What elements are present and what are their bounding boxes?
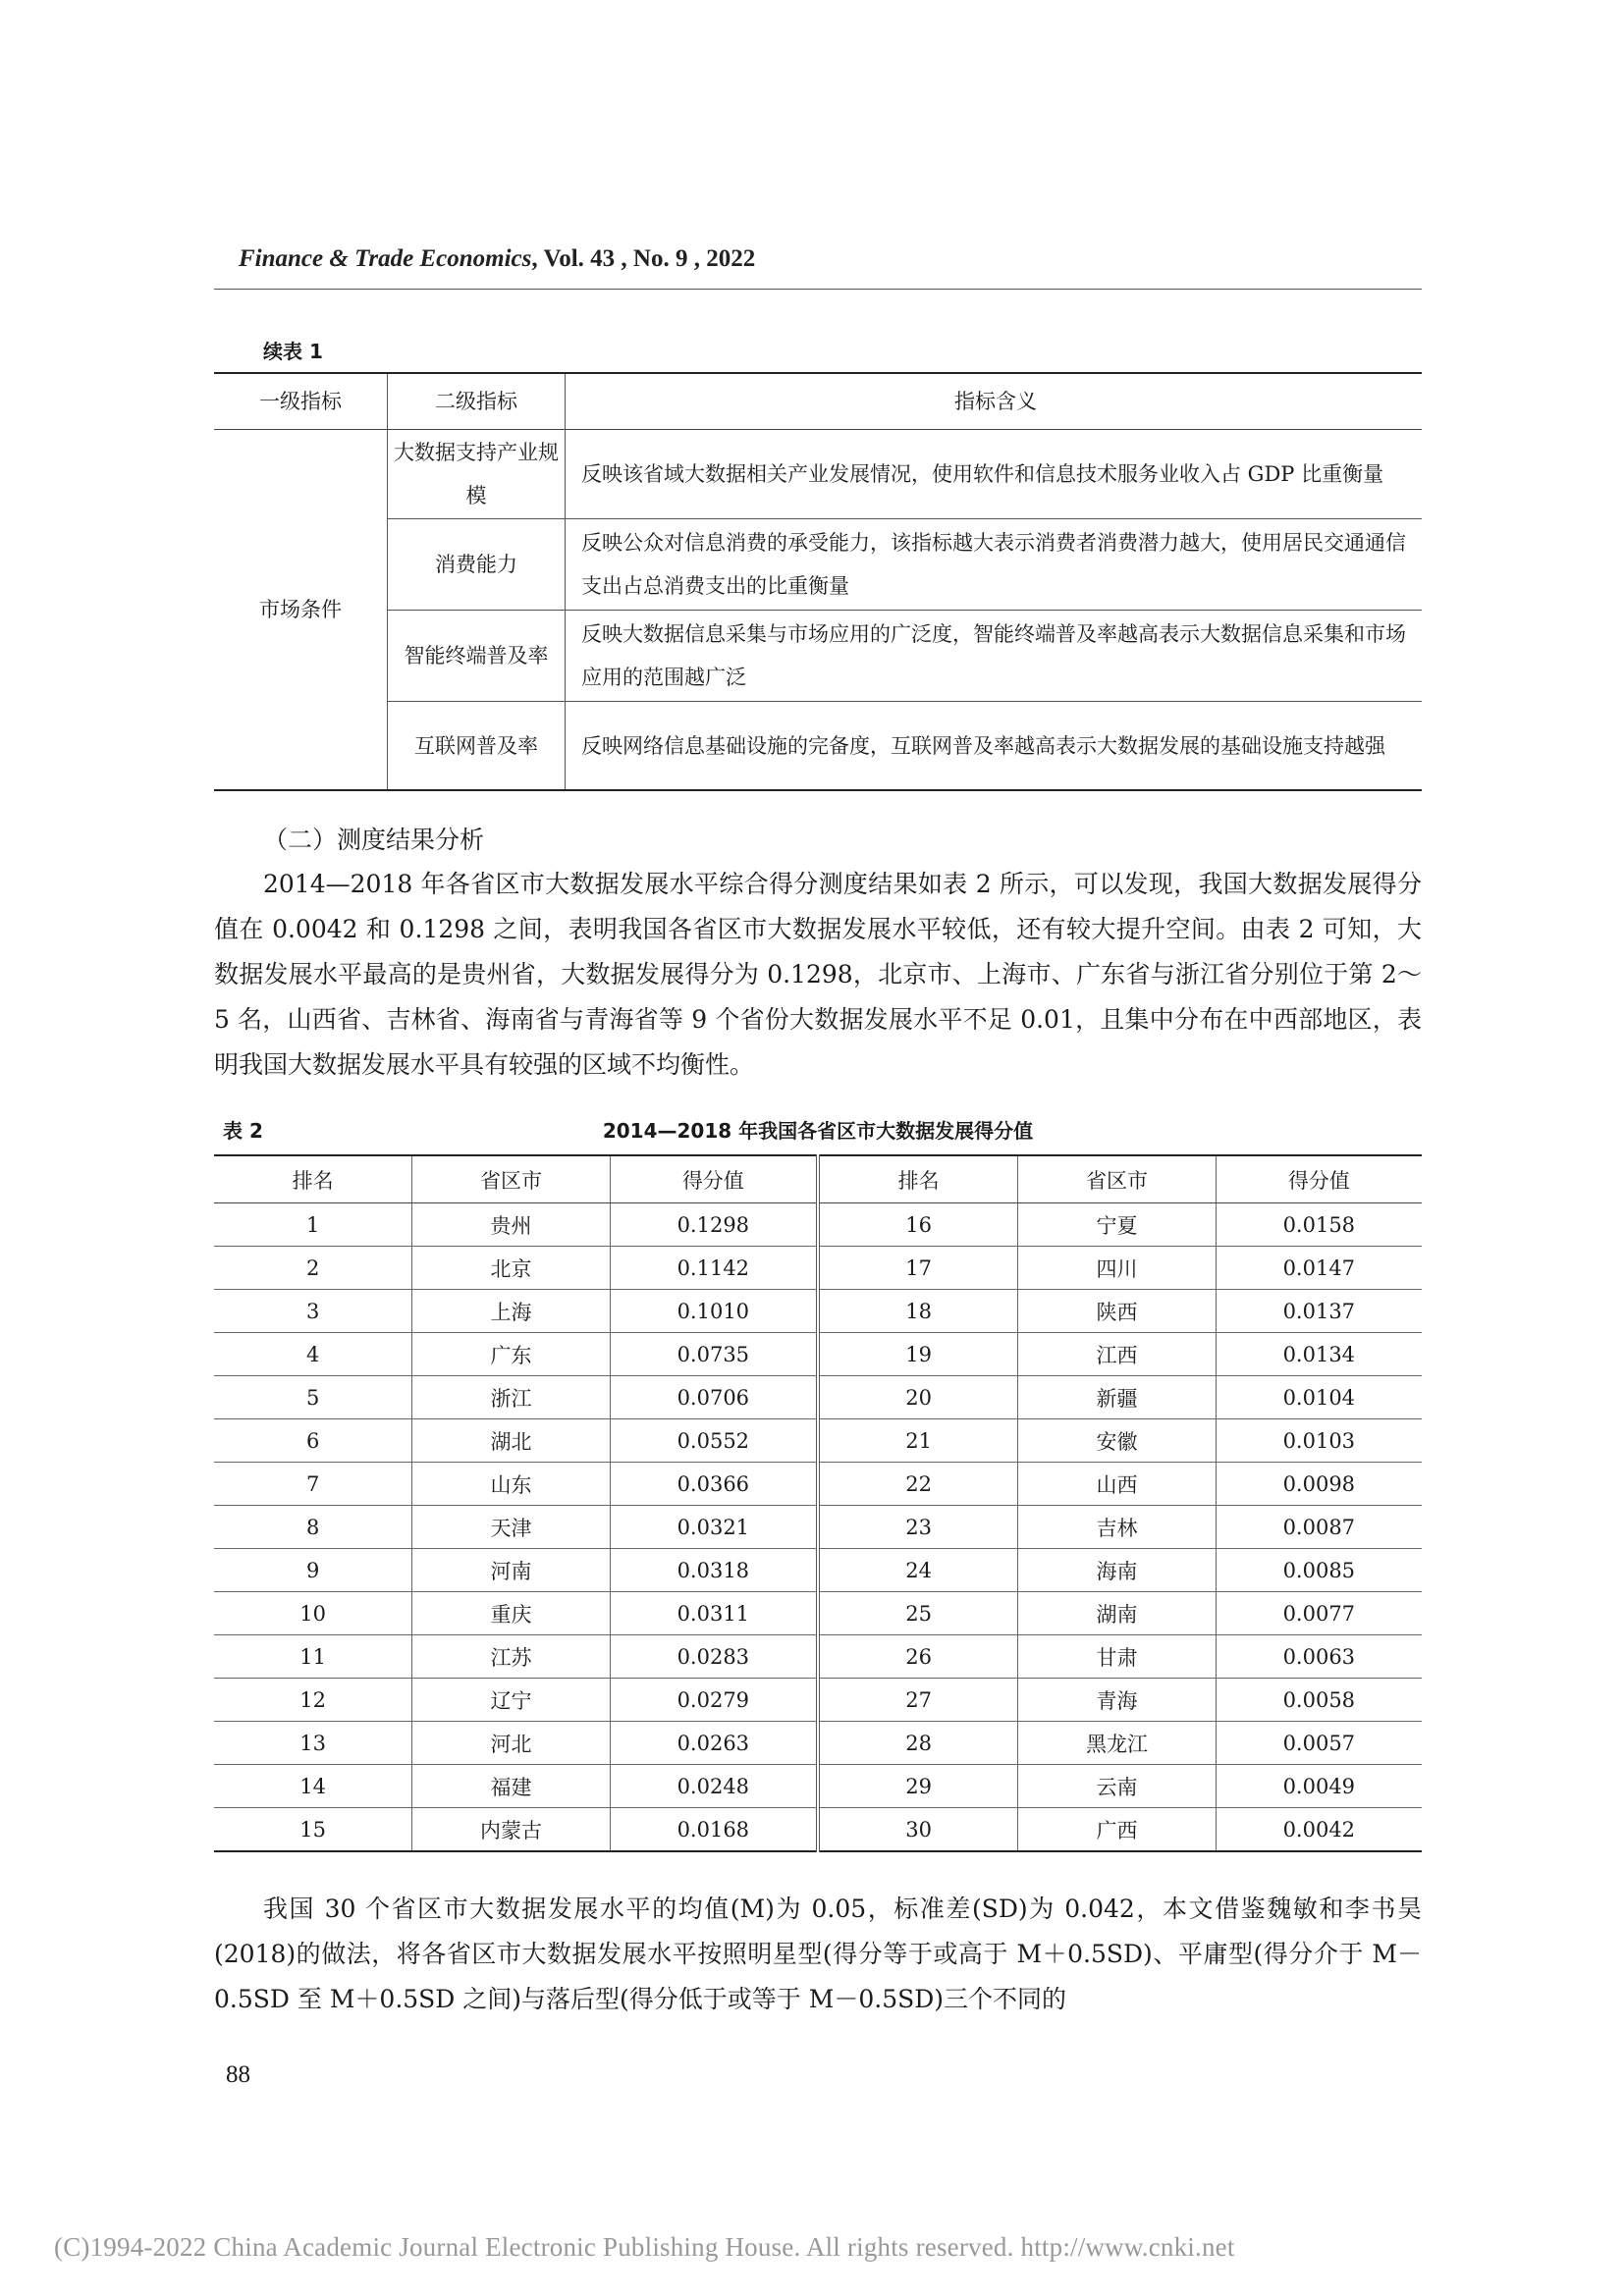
table-row [214, 1635, 1422, 1679]
table2-label: 表 2 [223, 1119, 263, 1143]
table-row [214, 1247, 1422, 1290]
table2-score: 0.0085 [1216, 1549, 1422, 1592]
table2-score: 0.0311 [610, 1592, 818, 1635]
table2-rank: 4 [214, 1333, 412, 1376]
table2-header-rank: 排名 [818, 1155, 1018, 1203]
table2-rank: 28 [818, 1722, 1018, 1765]
table2-header-row [214, 1155, 1422, 1203]
table-row [214, 1722, 1422, 1765]
table1-meaning: 反映该省域大数据相关产业发展情况，使用软件和信息技术服务业收入占 GDP 比重衡量 [566, 430, 1423, 519]
table2-rank: 12 [214, 1679, 412, 1722]
table-row [214, 1376, 1422, 1419]
table2-rank: 26 [818, 1635, 1018, 1679]
table2-province: 福建 [412, 1765, 610, 1808]
table2-score: 0.0057 [1216, 1722, 1422, 1765]
table2-rank: 21 [818, 1419, 1018, 1463]
table2-score: 0.0087 [1216, 1506, 1422, 1549]
table1-sub-indicator: 消费能力 [388, 519, 566, 611]
table2-rank: 29 [818, 1765, 1018, 1808]
score-table [214, 1154, 1422, 1852]
table2-province: 辽宁 [412, 1679, 610, 1722]
table2-province: 湖北 [412, 1419, 610, 1463]
table2-province: 甘肃 [1018, 1635, 1216, 1679]
table-row [214, 1203, 1422, 1247]
table2-province: 贵州 [412, 1203, 610, 1247]
table2-header-score: 得分值 [1216, 1155, 1422, 1203]
table-row [214, 1592, 1422, 1635]
table2-rank: 30 [818, 1808, 1018, 1852]
table2-score: 0.0706 [610, 1376, 818, 1419]
table2-province: 山西 [1018, 1463, 1216, 1506]
table2-score: 0.1010 [610, 1290, 818, 1333]
table1-header-level2: 二级指标 [388, 373, 566, 430]
table2-rank: 7 [214, 1463, 412, 1506]
copyright-footer: (C)1994-2022 China Academic Journal Electronic Publishing House. All rights reserved. http://www.cnki.net [54, 2232, 1235, 2262]
table2-rank: 10 [214, 1592, 412, 1635]
table2-province: 吉林 [1018, 1506, 1216, 1549]
table2-header-score: 得分值 [610, 1155, 818, 1203]
table2-rank: 25 [818, 1592, 1018, 1635]
table-row [214, 519, 1422, 611]
table1-header-meaning: 指标含义 [566, 373, 1423, 430]
table2-score: 0.0058 [1216, 1679, 1422, 1722]
table2-rank: 8 [214, 1506, 412, 1549]
table2-province: 江西 [1018, 1333, 1216, 1376]
table2-rank: 11 [214, 1635, 412, 1679]
table2-rank: 23 [818, 1506, 1018, 1549]
table2-province: 青海 [1018, 1679, 1216, 1722]
table2-header-rank: 排名 [214, 1155, 412, 1203]
table2-score: 0.0263 [610, 1722, 818, 1765]
table2-rank: 19 [818, 1333, 1018, 1376]
table1-meaning: 反映网络信息基础设施的完备度，互联网普及率越高表示大数据发展的基础设施支持越强 [581, 733, 1385, 758]
table2-score: 0.0098 [1216, 1463, 1422, 1506]
table2-province: 宁夏 [1018, 1203, 1216, 1247]
table2-province: 重庆 [412, 1592, 610, 1635]
table2-province: 海南 [1018, 1549, 1216, 1592]
table1-caption: 续表 1 [263, 340, 323, 363]
table2-rank: 2 [214, 1247, 412, 1290]
table2-rank: 27 [818, 1679, 1018, 1722]
table2-province: 广西 [1018, 1808, 1216, 1852]
table2-rank: 20 [818, 1376, 1018, 1419]
table2-rank: 3 [214, 1290, 412, 1333]
table-row [214, 430, 1422, 519]
journal-volume: , Vol. 43 , No. 9 , 2022 [531, 245, 756, 272]
table2-score: 0.1142 [610, 1247, 818, 1290]
table1-meaning: 反映大数据信息采集与市场应用的广泛度，智能终端普及率越高表示大数据信息采集和市场应用的范围越广泛 [566, 611, 1423, 702]
table2-rank: 15 [214, 1808, 412, 1852]
table2-province: 内蒙古 [412, 1808, 610, 1852]
table2-rank: 5 [214, 1376, 412, 1419]
page-number: 88 [226, 2061, 250, 2088]
table2-rank: 22 [818, 1463, 1018, 1506]
table2-province: 新疆 [1018, 1376, 1216, 1419]
table2-score: 0.0158 [1216, 1203, 1422, 1247]
table2-province: 安徽 [1018, 1419, 1216, 1463]
table2-rank: 24 [818, 1549, 1018, 1592]
table2-score: 0.0248 [610, 1765, 818, 1808]
section-heading: （二）测度结果分析 [263, 826, 485, 854]
table2-rank: 16 [818, 1203, 1018, 1247]
table1-sub-indicator: 互联网普及率 [388, 702, 566, 791]
table2-rank: 1 [214, 1203, 412, 1247]
table2-header-province: 省区市 [412, 1155, 610, 1203]
table2-rank: 13 [214, 1722, 412, 1765]
journal-name: Finance & Trade Economics [239, 245, 532, 272]
table1-header-level1: 一级指标 [214, 373, 388, 430]
table2-score: 0.0147 [1216, 1247, 1422, 1290]
table-row [214, 1808, 1422, 1852]
table-row [214, 1463, 1422, 1506]
table-row [214, 1290, 1422, 1333]
journal-header [239, 245, 755, 273]
table2-province: 河南 [412, 1549, 610, 1592]
table2-province: 云南 [1018, 1765, 1216, 1808]
table2-score: 0.0077 [1216, 1592, 1422, 1635]
table2-score: 0.0168 [610, 1808, 818, 1852]
table-row [214, 702, 1422, 791]
table-row [214, 1506, 1422, 1549]
table-row [214, 1333, 1422, 1376]
table2-rank: 17 [818, 1247, 1018, 1290]
table2-score: 0.0042 [1282, 1817, 1356, 1842]
table2-province: 四川 [1018, 1247, 1216, 1290]
table-row [214, 1419, 1422, 1463]
table2-province: 江苏 [412, 1635, 610, 1679]
body-paragraph: 2014—2018 年各省区市大数据发展水平综合得分测度结果如表 2 所示，可以发现，我国大数据发展得分值在 0.0042 和 0.1298 之间，表明我国各省区市大数据发展水平较低，还有较大提升空间。由表 2 可知，大数据发展水平最高的是贵州省，大数据发展得分为 0.1298，北京市、上海市、广东省与浙江省分别位于第 2～5 名，山西省、吉林省、海南省与青海省等 9 个省份大数据发展水平不足 0.01，且集中分布在中西部地区，表明我国大数据发展水平具有较强的区域不均衡性。 [214, 870, 1422, 1079]
table-row [214, 611, 1422, 702]
table2-province: 黑龙江 [1018, 1722, 1216, 1765]
table2-score: 0.0134 [1216, 1333, 1422, 1376]
table2-province: 山东 [412, 1463, 610, 1506]
table2-rank: 9 [214, 1549, 412, 1592]
table2-score: 0.0049 [1216, 1765, 1422, 1808]
table2-score: 0.0104 [1216, 1376, 1422, 1419]
table2-province: 河北 [412, 1722, 610, 1765]
table2-score: 0.0137 [1216, 1290, 1422, 1333]
table2-score: 0.0279 [610, 1679, 818, 1722]
table2-province: 湖南 [1018, 1592, 1216, 1635]
table2-score: 0.0552 [610, 1419, 818, 1463]
body-paragraph: 我国 30 个省区市大数据发展水平的均值(M)为 0.05，标准差(SD)为 0.042，本文借鉴魏敏和李书昊(2018)的做法，将各省区市大数据发展水平按照明星型(得分等于或高于 M＋0.5SD)、平庸型(得分介于 M－0.5SD 至 M＋0.5SD 之间)与落后型(得分低于或等于 M－0.5SD)三个不同的 [214, 1895, 1422, 2013]
header-divider [214, 289, 1422, 290]
table-row [214, 1549, 1422, 1592]
table2-score: 0.0318 [610, 1549, 818, 1592]
table2-province: 北京 [412, 1247, 610, 1290]
table1-sub-indicator: 大数据支持产业规模 [388, 430, 566, 519]
indicator-table [214, 372, 1422, 791]
table2-score: 0.1298 [610, 1203, 818, 1247]
table2-score: 0.0735 [610, 1333, 818, 1376]
table2-province: 浙江 [412, 1376, 610, 1419]
table2-province: 上海 [412, 1290, 610, 1333]
table2-title: 2014—2018 年我国各省区市大数据发展得分值 [602, 1119, 1034, 1143]
table2-province: 广东 [412, 1333, 610, 1376]
table-row [214, 1765, 1422, 1808]
table1-sub-indicator: 智能终端普及率 [388, 611, 566, 702]
table1-meaning: 反映公众对信息消费的承受能力，该指标越大表示消费者消费潜力越大，使用居民交通通信支出占总消费支出的比重衡量 [566, 519, 1423, 611]
table2-score: 0.0103 [1216, 1419, 1422, 1463]
table2-province: 陕西 [1018, 1290, 1216, 1333]
table2-province: 天津 [412, 1506, 610, 1549]
table2-score: 0.0283 [610, 1635, 818, 1679]
table2-rank: 18 [818, 1290, 1018, 1333]
table2-score: 0.0366 [610, 1463, 818, 1506]
table-row [214, 1679, 1422, 1722]
table2-score: 0.0063 [1216, 1635, 1422, 1679]
table2-rank: 6 [214, 1419, 412, 1463]
table2-header-province: 省区市 [1018, 1155, 1216, 1203]
table2-rank: 14 [214, 1765, 412, 1808]
table1-group-label: 市场条件 [214, 430, 388, 791]
table2-score: 0.0321 [610, 1506, 818, 1549]
